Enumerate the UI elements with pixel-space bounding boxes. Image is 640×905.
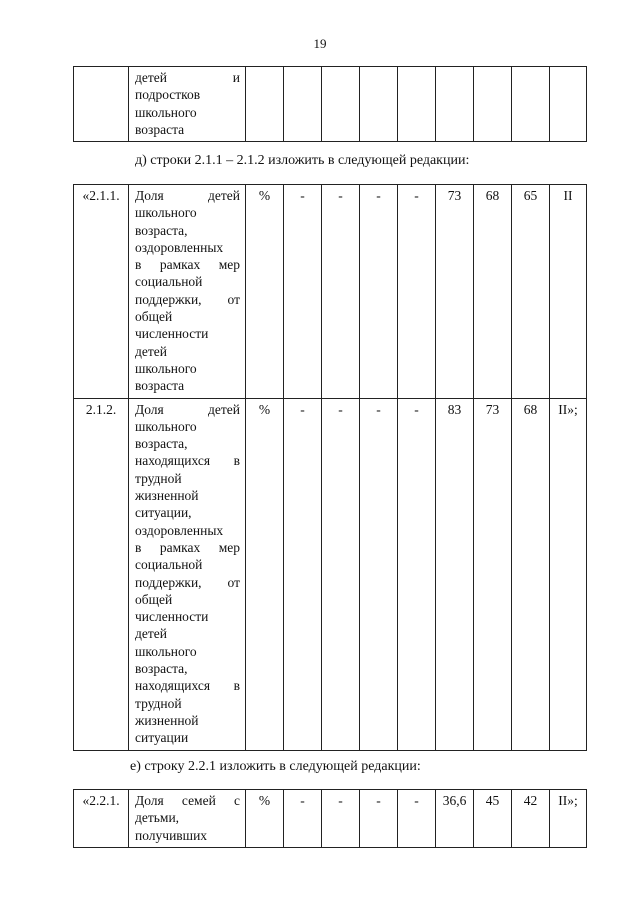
row-number-cell: «2.1.1.	[74, 185, 129, 399]
value-cell: II»;	[550, 398, 587, 750]
row-number-cell: 2.1.2.	[74, 398, 129, 750]
description-line: детьми,	[135, 810, 180, 826]
description-line: школьного	[135, 205, 197, 221]
value-cell: -	[322, 185, 360, 399]
description-line: возраста,	[135, 436, 188, 452]
row-description-cell	[129, 790, 246, 848]
caption-d: д) строки 2.1.1 – 2.1.2 изложить в следующей редакции:	[135, 153, 470, 168]
value-cell: 73	[474, 398, 512, 750]
value-cell: 45	[474, 790, 512, 848]
description-line: детей	[135, 626, 167, 642]
value-cell: 68	[512, 398, 550, 750]
value-cell: 42	[512, 790, 550, 848]
description-line: возраста,	[135, 661, 188, 677]
value-cell: -	[284, 790, 322, 848]
table-row	[74, 67, 587, 142]
value-cell: 65	[512, 185, 550, 399]
row-description-cell	[129, 398, 246, 750]
description-line: трудной	[135, 470, 182, 486]
value-cell	[284, 67, 322, 142]
value-cell: 36,6	[436, 790, 474, 848]
description-line: школьного	[135, 418, 197, 434]
value-cell	[512, 67, 550, 142]
row-description-cell	[129, 67, 246, 142]
page-number: 19	[313, 36, 327, 51]
value-cell	[474, 67, 512, 142]
value-cell: 73	[436, 185, 474, 399]
value-cell	[322, 67, 360, 142]
row-description-cell	[129, 185, 246, 399]
indicator-table-e	[73, 789, 587, 848]
table-row	[74, 398, 587, 750]
description-line: в рамках мер	[135, 257, 240, 273]
description-line: школьного	[135, 360, 197, 376]
description-line: общей	[135, 591, 173, 607]
description-line: детей и	[135, 70, 240, 85]
description-line: возраста,	[135, 222, 188, 238]
value-cell	[360, 67, 398, 142]
value-cell: -	[322, 790, 360, 848]
description-line: численности	[135, 326, 209, 342]
unit-cell: %	[246, 790, 284, 848]
description-line: в рамках мер	[135, 539, 240, 555]
description-line: жизненной	[135, 488, 199, 504]
description-line: школьного	[135, 643, 197, 659]
continuation-table	[73, 66, 587, 142]
value-cell: 83	[436, 398, 474, 750]
description-line: общей	[135, 309, 173, 325]
row-number-cell: «2.2.1.	[74, 790, 129, 848]
description-line: школьного	[135, 104, 197, 120]
description-line: ситуации	[135, 730, 189, 746]
value-cell: -	[360, 185, 398, 399]
description-line: социальной	[135, 557, 203, 573]
table-row	[74, 790, 587, 848]
value-cell: -	[284, 185, 322, 399]
caption-e: е) строку 2.2.1 изложить в следующей редакции:	[130, 759, 421, 774]
description-line: оздоровленных	[135, 239, 224, 255]
description-line: подростков	[135, 87, 201, 103]
unit-cell: %	[246, 185, 284, 399]
value-cell: II»;	[550, 790, 587, 848]
value-cell	[550, 67, 587, 142]
description-line: оздоровленных	[135, 522, 224, 538]
description-line: поддержки, от	[135, 574, 240, 590]
row-number-cell	[74, 67, 129, 142]
description-line: ситуации,	[135, 505, 192, 521]
value-cell	[246, 67, 284, 142]
description-line: жизненной	[135, 712, 199, 728]
unit-cell: %	[246, 398, 284, 750]
description-line: находящихся в	[135, 678, 240, 694]
description-line: возраста	[135, 121, 185, 137]
value-cell: II	[550, 185, 587, 399]
value-cell: -	[284, 398, 322, 750]
value-cell	[398, 67, 436, 142]
indicator-table-d	[73, 184, 587, 751]
value-cell: -	[322, 398, 360, 750]
description-line: получивших	[135, 827, 208, 843]
value-cell: -	[360, 398, 398, 750]
description-line: детей	[135, 343, 167, 359]
value-cell: -	[398, 185, 436, 399]
value-cell: -	[398, 790, 436, 848]
value-cell	[436, 67, 474, 142]
description-line: численности	[135, 609, 209, 625]
table-row	[74, 185, 587, 399]
description-line: возраста	[135, 378, 185, 394]
description-line: социальной	[135, 274, 203, 290]
description-line: поддержки, от	[135, 291, 240, 307]
description-line: Доля детей	[135, 401, 240, 417]
value-cell: 68	[474, 185, 512, 399]
description-line: Доля семей с	[135, 793, 240, 808]
description-line: трудной	[135, 695, 182, 711]
description-line: Доля детей	[135, 188, 240, 203]
value-cell: -	[398, 398, 436, 750]
description-line: находящихся в	[135, 453, 240, 469]
value-cell: -	[360, 790, 398, 848]
